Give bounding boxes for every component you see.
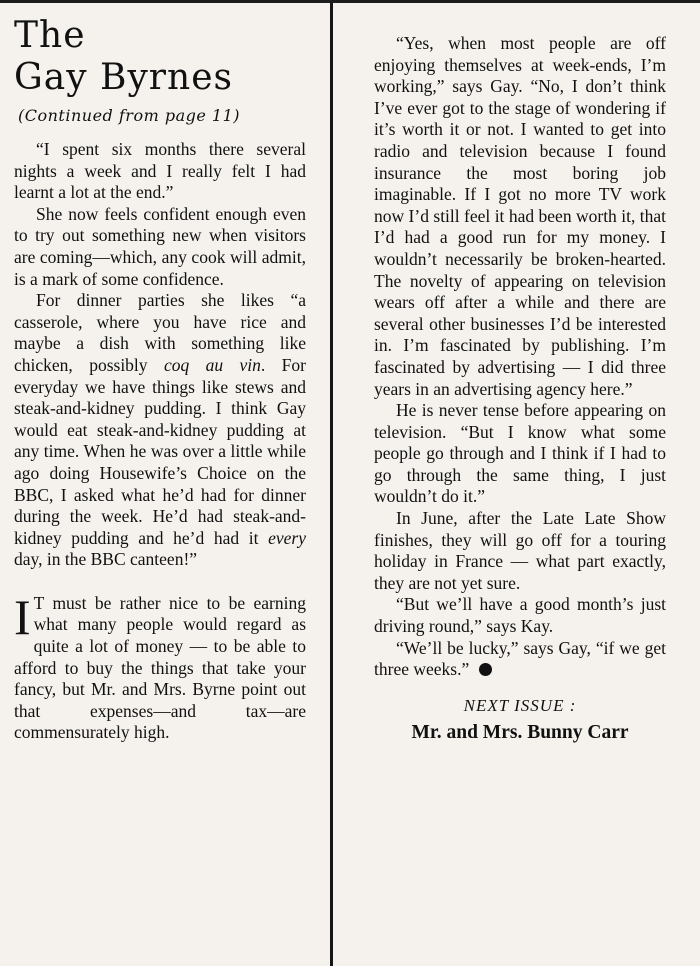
money-text: T must be rather nice to be earning what many people would regard as quite a lot of money — to be able to afford to buy the things that take your fancy, but Mr. and Mrs. Byrne point out that expenses—and tax—are commensurately high.	[14, 592, 306, 743]
left-column	[14, 15, 306, 744]
dinner-italic-coq: coq au vin	[163, 354, 261, 375]
title-line-2: Gay Byrnes	[14, 57, 233, 98]
dinner-text-b: . For everyday we have things like stews and steak-and-kidney pudding. I think Gay would eat steak-and-kidney pudding at any time. When he was over a little while ago doing Housewife’s Choice on the BBC, I asked what he’d had for dinner during the week. He’d had steak-and-kidney pudding and he’d had it	[14, 354, 306, 548]
column-divider	[330, 3, 333, 966]
paragraph-three-weeks	[374, 638, 666, 681]
continued-note: (Continued from page 11)	[18, 106, 241, 125]
article-title	[14, 15, 306, 99]
paragraph-confident: She now feels confident enough even to try out something new when visitors are coming—which, any cook will admit, is a mark of some confidence.	[14, 203, 306, 289]
right-column	[374, 33, 666, 745]
title-line-1: The	[14, 15, 86, 56]
next-issue-name: Mr. and Mrs. Bunny Carr	[411, 721, 629, 743]
magazine-page	[0, 3, 700, 963]
paragraph-june-holiday: In June, after the Late Late Show finishes, they will go off for a touring holiday in France — what part exactly, they are not yet sure.	[374, 508, 666, 593]
dinner-text-c: day, in the BBC canteen!”	[14, 549, 198, 570]
paragraph-money	[14, 588, 306, 744]
dinner-text-a: For dinner parties she likes “a casserole, where you have rice and maybe a dish with something like chicken, possibly	[14, 290, 306, 375]
next-issue-label: NEXT ISSUE :	[463, 695, 577, 715]
end-bullet-icon	[479, 663, 492, 676]
drop-cap: I	[14, 588, 31, 645]
three-weeks-text: “We’ll be lucky,” says Gay, “if we get three weeks.”	[374, 637, 666, 680]
dinner-italic-every: every	[268, 527, 306, 548]
paragraph-dinner-parties	[14, 290, 306, 571]
paragraph-quote-six-months: “I spent six months there several nights a week and I really felt I had learnt a lot at the end.”	[14, 139, 306, 203]
paragraph-weekends: “Yes, when most people are off enjoying themselves at week-ends, I’m working,” says Gay. “No, I don’t think I’ve ever got to the stage of wondering if it’s worth it or not. I wanted to get into radio and television because I found insurance the most boring job imaginable. If I got no more TV work now I’d still feel it had been worth it, that I’d had a good run for my money. I wouldn’t necessarily be broken-hearted. The novelty of appearing on television wears off after a while and there are several other businesses I’d be interested in. I’m fascinated by publishing. I’m fascinated by advertising — I did three years in an advertising agency here.”	[374, 33, 666, 399]
paragraph-good-month: “But we’ll have a good month’s just driving round,” says Kay.	[374, 594, 666, 637]
paragraph-never-tense: He is never tense before appearing on television. “But I know what some people go through and I think if I had to go through the same thing, I just wouldn’t do it.”	[374, 400, 666, 507]
